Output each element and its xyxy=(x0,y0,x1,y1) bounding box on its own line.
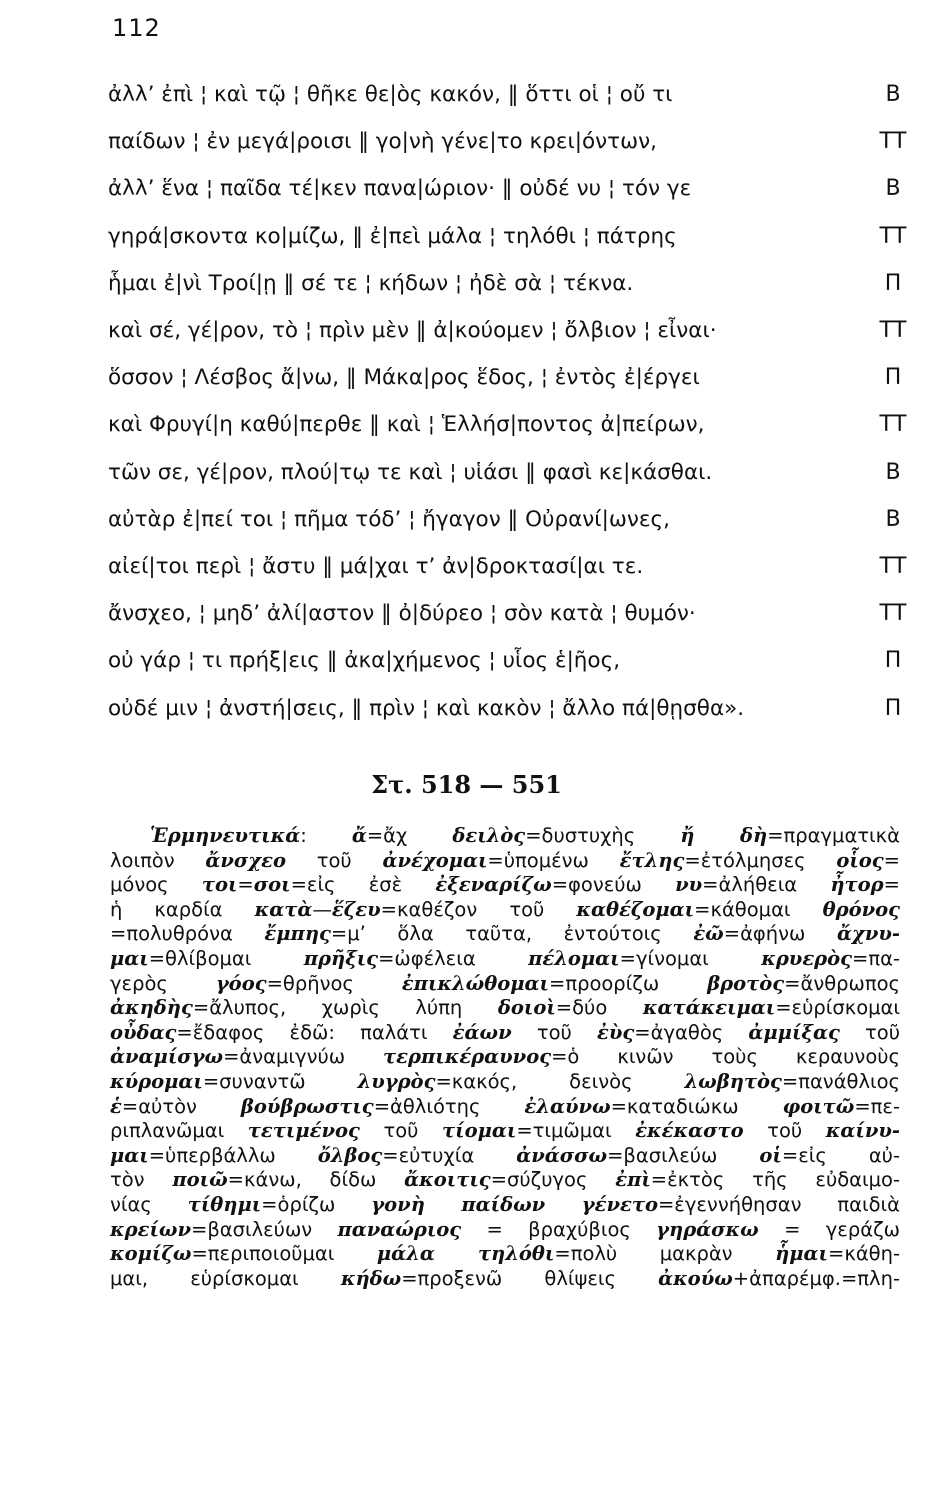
verse-text: καὶ Φρυγί|η καθύ|περθε ‖ καὶ ¦ Ἑλλήσ|ποντος ἀ|πείρων, xyxy=(108,412,705,438)
gloss-text: =πολυθρόνα xyxy=(110,922,265,946)
gloss-term: τετιμένος xyxy=(247,1119,360,1143)
gloss-text: λοιπὸν xyxy=(110,848,206,872)
gloss-term: ἀναμίσγω xyxy=(110,1045,224,1069)
gloss-text: =προορίζω xyxy=(548,971,708,995)
commentary-line xyxy=(110,849,900,874)
gloss-term: ἐάων xyxy=(452,1020,512,1044)
gloss-text: : xyxy=(300,824,352,847)
gloss-text: =τιμῶμαι xyxy=(516,1119,636,1143)
gloss-term: θρόνος xyxy=(822,897,900,921)
gloss-text: =ἐκτὸς τῆς εὐδαιμο- xyxy=(650,1168,900,1192)
gloss-term: ἀνέχομαι xyxy=(382,848,488,872)
gloss-term: ἄ xyxy=(351,824,367,847)
gloss-term: ἔμπης xyxy=(264,922,331,946)
meter-mark: Π xyxy=(884,365,902,391)
commentary-line xyxy=(110,1144,900,1169)
gloss-text: =ἐγεννήθησαν παιδιὰ xyxy=(657,1192,900,1216)
gloss-term: τίθημι xyxy=(187,1192,262,1216)
gloss-text: ριπλανῶμαι xyxy=(110,1119,248,1143)
commentary-line xyxy=(110,1218,900,1243)
gloss-text: =σύζυγος xyxy=(490,1168,616,1192)
gloss-text: =ἐτόλμησες xyxy=(684,848,837,872)
gloss-text: =συναντῶ xyxy=(202,1069,358,1093)
meter-mark: Β xyxy=(885,176,901,202)
gloss-text: τοῦ xyxy=(286,848,383,872)
commentary-line xyxy=(110,824,900,849)
verse-text: αἰεί|τοι περὶ ¦ ἄστυ ‖ μά|χαι τ’ ἀν|δροκτασί|αι τε. xyxy=(108,554,644,579)
gloss-text: τοῦ xyxy=(359,1119,443,1143)
verse-text: αὐτὰρ ἐ|πεί τοι ¦ πῆμα τόδ’ ¦ ἤγαγον ‖ Οὐρανί|ωνες, xyxy=(108,506,670,532)
gloss-term: ἐκέκαστο xyxy=(635,1119,744,1143)
gloss-text: =ἀγαθὸς xyxy=(634,1020,749,1044)
gloss-term: γηράσκω xyxy=(656,1217,759,1241)
gloss-text: =βασιλεύω xyxy=(607,1143,760,1167)
gloss-text: =μ’ ὅλα ταῦτα, ἐντούτοις xyxy=(330,922,694,946)
commentary-line xyxy=(110,1267,900,1292)
gloss-term: ἕζευ xyxy=(331,897,381,921)
gloss-term: ἐπὶ xyxy=(615,1168,651,1192)
gloss-term: καίνυ- xyxy=(825,1119,901,1143)
gloss-text: =θλίβομαι xyxy=(148,946,304,970)
verse-line xyxy=(108,270,902,311)
meter-mark: Π xyxy=(884,648,902,674)
gloss-text: =ὠφέλεια xyxy=(378,946,529,970)
gloss-text: νίας xyxy=(110,1192,188,1216)
gloss-term: ἀκούω xyxy=(658,1266,733,1290)
verse-line xyxy=(108,506,901,547)
gloss-text: =εὑρίσκομαι xyxy=(775,996,900,1020)
commentary-line xyxy=(110,922,900,947)
gloss-term: λωβητὸς xyxy=(684,1069,782,1093)
gloss-text: τοῦ xyxy=(511,1020,598,1044)
meter-mark: ΤΤ xyxy=(879,129,907,155)
commentary-line xyxy=(110,1045,900,1070)
gloss-term: γονὴ παίδων γένετο xyxy=(371,1192,658,1216)
gloss-text: =φονεύω xyxy=(551,873,676,897)
gloss-term: πρῆξις xyxy=(303,946,379,970)
verse-text: παίδων ¦ ἐν μεγά|ροισι ‖ γο|νὴ γένε|το κρει|όντων, xyxy=(108,129,657,155)
gloss-term: πέλομαι xyxy=(528,946,620,970)
gloss-text: =καθέζον τοῦ xyxy=(380,897,577,921)
verse-line xyxy=(108,412,907,452)
gloss-text: =καταδιώκω xyxy=(610,1094,783,1118)
commentary-line xyxy=(110,1193,900,1218)
meter-mark: ΤΤ xyxy=(879,412,907,438)
gloss-term: κήδω xyxy=(340,1266,402,1290)
gloss-text: =ἄχ xyxy=(366,824,453,847)
gloss-text: =δυστυχὴς xyxy=(525,824,681,847)
gloss-text: =κάνω, δίδω xyxy=(227,1168,405,1192)
gloss-text: =ὁ κινῶν τοὺς κεραυνοὺς xyxy=(551,1045,900,1069)
gloss-term: κύρομαι xyxy=(110,1069,203,1093)
verse-line xyxy=(108,82,901,122)
gloss-text: ἡ καρδία xyxy=(110,897,255,921)
gloss-text: = xyxy=(237,873,254,897)
gloss-text: τοῦ xyxy=(839,1020,900,1044)
gloss-text: =ἀφήνω xyxy=(723,922,837,946)
gloss-term: τερπικέραυνος xyxy=(383,1045,552,1069)
verse-text: ἀλλ’ ἐπὶ ¦ καὶ τῷ ¦ θῆκε θε|ὸς κακόν, ‖ ὅττι οἱ ¦ οὔ τι xyxy=(108,82,673,107)
meter-mark: Π xyxy=(884,270,902,296)
gloss-text: =βασιλεύων xyxy=(190,1217,338,1241)
verse-text: οὐδέ μιν ¦ ἀνστή|σεις, ‖ πρὶν ¦ καὶ κακὸν ¦ ἄλλο πά|θῃσθα». xyxy=(108,695,745,721)
commentary-line xyxy=(110,873,900,898)
meter-mark: ΤΤ xyxy=(879,601,907,627)
verse-text: ἧμαι ἐ|νὶ Τροί|ῃ ‖ σέ τε ¦ κήδων ¦ ἠδὲ σὰ ¦ τέκνα. xyxy=(108,270,634,296)
gloss-text: τοῦ xyxy=(743,1119,826,1143)
commentary-line xyxy=(110,898,900,923)
gloss-term: οὖδας xyxy=(110,1020,177,1044)
gloss-text: =ἔδαφος ἐδῶ: παλάτι xyxy=(176,1020,453,1044)
gloss-text: =περιποιοῦμαι xyxy=(191,1242,377,1266)
commentary-line xyxy=(110,1119,900,1144)
verse-line xyxy=(108,318,907,358)
meter-mark: ΤΤ xyxy=(879,223,907,249)
gloss-term: ἄνσχεο xyxy=(205,848,286,872)
gloss-term: οἱ xyxy=(759,1143,782,1167)
gloss-term: κομίζω xyxy=(110,1242,192,1266)
verse-text: γηρά|σκοντα κο|μίζω, ‖ ἐ|πεὶ μάλα ¦ τηλόθι ¦ πάτρης xyxy=(108,223,677,249)
commentary-line xyxy=(110,1095,900,1120)
gloss-term: κατάκειμαι xyxy=(642,996,776,1020)
commentary-line xyxy=(110,947,900,972)
verse-line xyxy=(108,223,907,264)
gloss-term: Ἑρμηνευτικά xyxy=(150,824,301,847)
verse-line xyxy=(108,365,902,405)
gloss-term: ἐὺς xyxy=(597,1020,635,1044)
meter-mark: Π xyxy=(884,695,902,721)
gloss-text: — xyxy=(312,897,332,921)
gloss-term: μαι xyxy=(110,1143,149,1167)
commentary-line xyxy=(110,972,900,997)
gloss-term: ἑ xyxy=(110,1094,122,1118)
gloss-text: =αὐτὸν xyxy=(121,1094,241,1118)
gloss-text: =πολὺ μακρὰν xyxy=(554,1242,776,1266)
gloss-text: =κάθη- xyxy=(827,1242,900,1266)
gloss-text: =εἰς αὐ- xyxy=(781,1143,900,1167)
gloss-text: μόνος xyxy=(110,873,202,897)
gloss-text: =εὐτυχία xyxy=(382,1143,517,1167)
meter-mark: Β xyxy=(885,82,901,107)
verse-text: ἄνσχεο, ¦ μηδ’ ἀλί|αστον ‖ ὀ|δύρεο ¦ σὸν κατὰ ¦ θυμόν· xyxy=(108,601,696,627)
gloss-term: ἐπικλώθομαι xyxy=(401,971,549,995)
gloss-text: =δύο xyxy=(555,996,643,1020)
gloss-term: φοιτῶ xyxy=(782,1094,855,1118)
gloss-text: =ἀναμιγνύω xyxy=(223,1045,384,1069)
verse-text: καὶ σέ, γέ|ρον, τὸ ¦ πρὶν μὲν ‖ ἀ|κούομεν ¦ ὄλβιον ¦ εἶναι· xyxy=(108,318,717,343)
commentary-block xyxy=(110,824,900,1291)
gloss-text: μαι, εὑρίσκομαι xyxy=(110,1266,341,1290)
gloss-text: =εἰς ἐσὲ xyxy=(290,873,436,897)
gloss-text: =ἀθλιότης xyxy=(373,1094,525,1118)
gloss-term: ἧμαι xyxy=(775,1242,828,1266)
commentary-line xyxy=(110,1242,900,1267)
gloss-text: =κακός, δεινὸς xyxy=(435,1069,685,1093)
gloss-term: ἦτορ xyxy=(830,873,884,897)
gloss-text: =προξενῶ θλίψεις xyxy=(401,1266,659,1290)
gloss-term: ποιῶ xyxy=(172,1168,228,1192)
gloss-text: =κάθομαι xyxy=(694,897,823,921)
gloss-term: κρείων xyxy=(110,1217,191,1241)
gloss-text: =πανάθλιος xyxy=(781,1069,900,1093)
meter-mark: Β xyxy=(885,459,901,485)
gloss-term: ἐλαύνω xyxy=(524,1094,611,1118)
verse-line xyxy=(108,459,901,500)
commentary-line xyxy=(110,1168,900,1193)
verse-line xyxy=(108,129,907,169)
gloss-term: ἀκηδὴς xyxy=(110,996,193,1020)
gloss-text: =ὁρίζω xyxy=(261,1192,372,1216)
commentary-line xyxy=(110,996,900,1021)
gloss-term: βροτὸς xyxy=(707,971,785,995)
gloss-text: =γίνομαι xyxy=(619,946,762,970)
meter-mark: ΤΤ xyxy=(879,318,907,343)
gloss-text: = xyxy=(883,848,900,872)
gloss-term: τοι xyxy=(201,873,238,897)
gloss-text: =πε- xyxy=(854,1094,900,1118)
gloss-text: τὸν xyxy=(110,1168,173,1192)
gloss-term: ἀνάσσω xyxy=(516,1143,608,1167)
verse-text: ἀλλ’ ἕνα ¦ παῖδα τέ|κεν πανα|ώριον· ‖ οὐδέ νυ ¦ τόν γε xyxy=(108,176,692,202)
verse-text: οὐ γάρ ¦ τι πρήξ|εις ‖ ἀκα|χήμενος ¦ υἷος ἑ|ῆος, xyxy=(108,648,621,674)
verse-line xyxy=(108,176,901,216)
gloss-term: ἄκοιτις xyxy=(404,1168,491,1192)
verse-text: ὅσσον ¦ Λέσβος ἄ|νω, ‖ Μάκα|ρος ἕδος, ¦ ἐντὸς ἐ|έργει xyxy=(108,365,700,391)
gloss-text: =ἄλυπος, χωρὶς λύπη xyxy=(192,996,498,1020)
verse-line xyxy=(108,695,902,736)
page-number: 112 xyxy=(112,14,161,42)
gloss-term: κρυερὸς xyxy=(761,946,853,970)
gloss-text: =πραγματικὰ xyxy=(767,824,900,847)
commentary-line xyxy=(110,1021,900,1046)
meter-mark: ΤΤ xyxy=(879,554,907,579)
gloss-term: οἷος xyxy=(836,848,884,872)
gloss-term: ἐξεναρίζω xyxy=(435,873,552,897)
commentary-line xyxy=(110,1070,900,1095)
gloss-text: =ὑπερβάλλω xyxy=(148,1143,318,1167)
gloss-term: ἤ δὴ xyxy=(680,824,768,847)
gloss-term: ὄλβος xyxy=(317,1143,383,1167)
gloss-text: = xyxy=(883,873,900,897)
gloss-term: τίομαι xyxy=(442,1119,517,1143)
section-heading: Στ. 518 — 551 xyxy=(371,770,562,799)
gloss-term: γόος xyxy=(215,971,267,995)
meter-mark: Β xyxy=(885,506,901,532)
verse-text: τῶν σε, γέ|ρον, πλού|τῳ τε καὶ ¦ υἱάσι ‖ φασὶ κε|κάσθαι. xyxy=(108,459,713,485)
gloss-text: =θρῆνος xyxy=(266,971,402,995)
gloss-text: =ἀλήθεια xyxy=(702,873,831,897)
gloss-term: σοι xyxy=(253,873,291,897)
gloss-text: =πα- xyxy=(852,946,901,970)
gloss-term: δειλὸς xyxy=(452,824,526,847)
gloss-term: μαι xyxy=(110,946,149,970)
gloss-term: βούβρωστις xyxy=(240,1094,374,1118)
gloss-text: = γεράζω xyxy=(758,1217,900,1241)
gloss-term: κατὰ xyxy=(254,897,313,921)
verse-line xyxy=(108,648,902,688)
verse-line xyxy=(108,554,907,594)
gloss-term: ἐῶ xyxy=(693,922,724,946)
gloss-term: λυγρὸς xyxy=(357,1069,436,1093)
gloss-text: =ἄνθρωπος xyxy=(784,971,900,995)
gloss-term: ἀμμίξας xyxy=(748,1020,840,1044)
gloss-term: νυ xyxy=(675,873,703,897)
gloss-text: =ὑπομένω xyxy=(487,848,620,872)
gloss-term: ἄχνυ- xyxy=(836,922,900,946)
gloss-term: παναώριος xyxy=(337,1217,462,1241)
gloss-term: μάλα τηλόθι xyxy=(376,1242,555,1266)
gloss-term: δοιοὶ xyxy=(497,996,556,1020)
gloss-text: γερὸς xyxy=(110,971,216,995)
gloss-text: = βραχύβιος xyxy=(461,1217,657,1241)
gloss-text: +ἀπαρέμφ.=πλη- xyxy=(732,1266,900,1290)
gloss-term: καθέζομαι xyxy=(576,897,695,921)
gloss-term: ἔτλης xyxy=(619,848,685,872)
verse-line xyxy=(108,601,907,641)
